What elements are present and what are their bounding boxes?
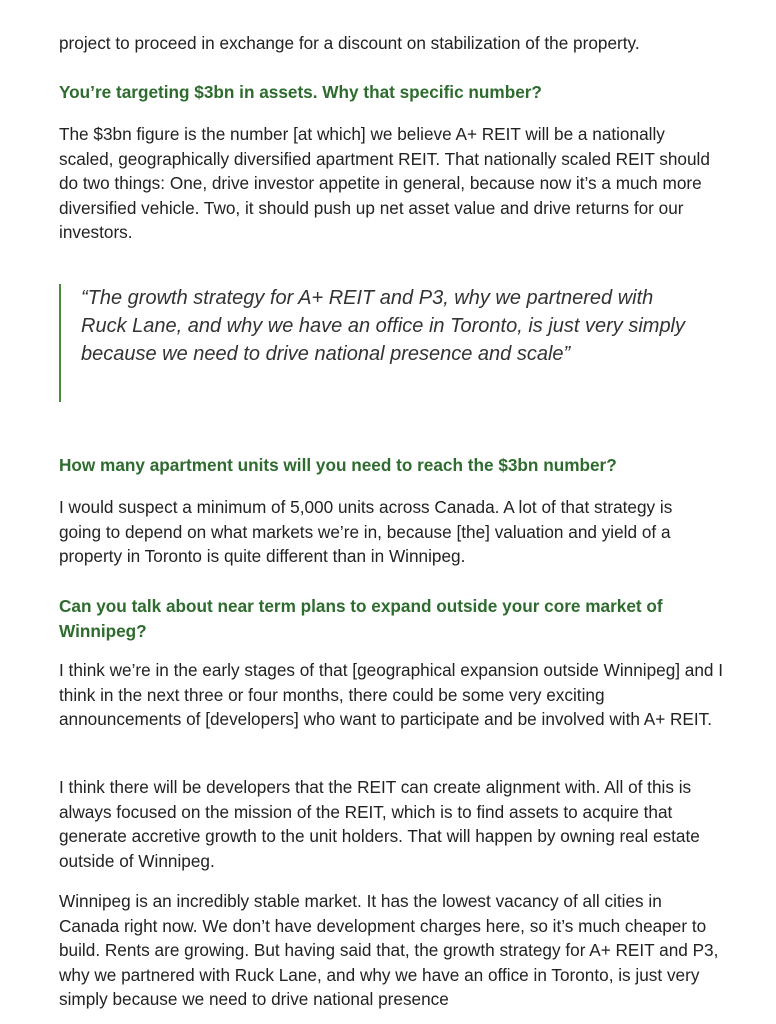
question-heading-3: Can you talk about near term plans to expand outside your core market of Winnipeg? xyxy=(59,596,663,641)
answer-paragraph-3b: I think there will be developers that the REIT can create alignment with. All of this is always focused on the mission of the REIT, which is to find assets to acquire that generate accretive growth to the unit holders. That will happen by owning real estate outside of Winnipeg. xyxy=(59,777,700,871)
intro-tail-paragraph: project to proceed in exchange for a discount on stabilization of the property. xyxy=(59,33,640,53)
answer-paragraph-1: The $3bn figure is the number [at which] we believe A+ REIT will be a nationally scaled, geographically diversified apartment REIT. That nationally scaled REIT should do two things: One, drive investor appetite in general, because now it’s a much more diversified vehicle. Two, it should push up net asset value and drive returns for our investors. xyxy=(59,124,710,243)
pull-quote xyxy=(59,284,721,402)
pull-quote-text: “The growth strategy for A+ REIT and P3, why we partnered with Ruck Lane, and why we have an office in Toronto, is just very simply because we need to drive national presence and scale” xyxy=(81,287,686,365)
question-heading-1: You’re targeting $3bn in assets. Why that specific number? xyxy=(59,82,542,102)
question-heading-2: How many apartment units will you need to reach the $3bn number? xyxy=(59,455,617,475)
answer-paragraph-3c: Winnipeg is an incredibly stable market. It has the lowest vacancy of all cities in Canada right now. We don’t have development charges here, so it’s much cheaper to build. Rents are growing. But having said that, the growth strategy for A+ REIT and P3, why we partnered with Ruck Lane, and why we have an office in Toronto, is just very simply because we need to drive national presence xyxy=(59,891,719,1010)
answer-paragraph-2: I would suspect a minimum of 5,000 units across Canada. A lot of that strategy is going to depend on what markets we’re in, because [the] valuation and yield of a property in Toronto is quite different than in Winnipeg. xyxy=(59,497,673,567)
answer-paragraph-3a: I think we’re in the early stages of that [geographical expansion outside Winnipeg] and I think in the next three or four months, there could be some very exciting announcements of [developers] who want to participate and be involved with A+ REIT. xyxy=(59,660,724,730)
